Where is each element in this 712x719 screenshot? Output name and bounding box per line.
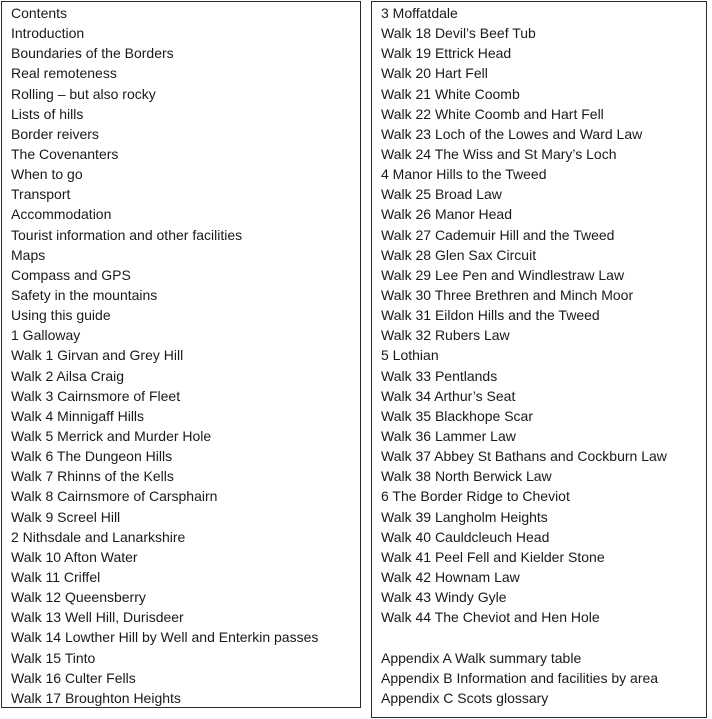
- contents-entry[interactable]: Walk 34 Arthur’s Seat: [381, 387, 516, 404]
- contents-entry[interactable]: Walk 13 Well Hill, Durisdeer: [11, 609, 184, 626]
- contents-entry[interactable]: Walk 18 Devil’s Beef Tub: [381, 25, 536, 42]
- contents-entry[interactable]: Walk 1 Girvan and Grey Hill: [11, 347, 184, 364]
- contents-entry[interactable]: Accommodation: [11, 206, 112, 223]
- contents-entry[interactable]: Walk 43 Windy Gyle: [381, 589, 507, 606]
- contents-entry[interactable]: 4 Manor Hills to the Tweed: [381, 166, 547, 183]
- contents-entry[interactable]: Compass and GPS: [11, 266, 131, 283]
- contents-entry[interactable]: Maps: [11, 246, 46, 263]
- contents-entry[interactable]: Walk 33 Pentlands: [381, 367, 498, 384]
- contents-entry[interactable]: Tourist information and other facilities: [11, 226, 243, 243]
- contents-entry[interactable]: Walk 2 Ailsa Craig: [11, 367, 125, 384]
- contents-entry[interactable]: Walk 9 Screel Hill: [11, 508, 121, 525]
- contents-entry[interactable]: Walk 21 White Coomb: [381, 85, 520, 102]
- contents-entry[interactable]: Walk 14 Lowther Hill by Well and Enterkin passes: [11, 629, 319, 646]
- contents-entry[interactable]: When to go: [11, 166, 83, 183]
- contents-entry[interactable]: Safety in the mountains: [11, 286, 158, 303]
- contents-entry[interactable]: Walk 30 Three Brethren and Minch Moor: [381, 286, 634, 303]
- contents-entry[interactable]: Walk 8 Cairnsmore of Carsphairn: [11, 488, 218, 505]
- contents-entry[interactable]: Walk 31 Eildon Hills and the Tweed: [381, 307, 600, 324]
- contents-entry[interactable]: Walk 40 Cauldcleuch Head: [381, 528, 550, 545]
- contents-entry[interactable]: Walk 19 Ettrick Head: [381, 45, 512, 62]
- contents-entry[interactable]: 2 Nithsdale and Lanarkshire: [11, 528, 186, 545]
- appendix-entry[interactable]: Appendix C Scots glossary: [381, 689, 549, 706]
- contents-entry[interactable]: Rolling – but also rocky: [11, 85, 156, 102]
- contents-entry[interactable]: Contents: [11, 5, 68, 21]
- contents-entry[interactable]: Walk 27 Cademuir Hill and the Tweed: [381, 226, 615, 243]
- contents-entry[interactable]: Real remoteness: [11, 65, 117, 82]
- contents-entry[interactable]: Walk 32 Rubers Law: [381, 327, 510, 344]
- contents-entry[interactable]: Walk 5 Merrick and Murder Hole: [11, 427, 212, 444]
- contents-entry[interactable]: 6 The Border Ridge to Cheviot: [381, 488, 570, 505]
- contents-entry[interactable]: Walk 37 Abbey St Bathans and Cockburn Law: [381, 448, 667, 465]
- contents-entry[interactable]: Walk 3 Cairnsmore of Fleet: [11, 387, 181, 404]
- contents-entry[interactable]: Walk 7 Rhinns of the Kells: [11, 468, 174, 485]
- contents-entry[interactable]: Walk 11 Criffel: [11, 568, 101, 585]
- contents-entry[interactable]: Walk 16 Culter Fells: [11, 669, 136, 686]
- contents-entry[interactable]: Lists of hills: [11, 105, 84, 122]
- contents-entry[interactable]: Walk 41 Peel Fell and Kielder Stone: [381, 548, 605, 565]
- contents-entry[interactable]: Walk 25 Broad Law: [381, 186, 502, 203]
- contents-entry[interactable]: Walk 38 North Berwick Law: [381, 468, 552, 485]
- contents-entry[interactable]: Walk 6 The Dungeon Hills: [11, 448, 173, 465]
- list-spacer: [381, 627, 667, 647]
- appendix-entry[interactable]: Appendix B Information and facilities by area: [381, 669, 659, 686]
- contents-entry[interactable]: Walk 23 Loch of the Lowes and Ward Law: [381, 125, 643, 142]
- contents-entry[interactable]: Walk 36 Lammer Law: [381, 427, 516, 444]
- contents-entry[interactable]: Walk 26 Manor Head: [381, 206, 512, 223]
- contents-entry[interactable]: Walk 42 Hownam Law: [381, 568, 520, 585]
- contents-entry[interactable]: Boundaries of the Borders: [11, 45, 174, 62]
- contents-entry[interactable]: Walk 39 Langholm Heights: [381, 508, 548, 525]
- contents-entry[interactable]: Walk 12 Queensberry: [11, 589, 146, 606]
- contents-panel-right: [371, 1, 707, 718]
- contents-entry[interactable]: Using this guide: [11, 307, 111, 324]
- contents-entry[interactable]: Walk 17 Broughton Heights: [11, 689, 181, 706]
- contents-entry[interactable]: Walk 35 Blackhope Scar: [381, 407, 533, 424]
- contents-entry[interactable]: 3 Moffatdale: [381, 5, 458, 21]
- contents-entry[interactable]: The Covenanters: [11, 145, 119, 162]
- contents-entry[interactable]: Walk 22 White Coomb and Hart Fell: [381, 105, 604, 122]
- contents-entry[interactable]: Walk 20 Hart Fell: [381, 65, 488, 82]
- contents-entry[interactable]: Transport: [11, 186, 71, 203]
- contents-entry[interactable]: Walk 4 Minnigaff Hills: [11, 407, 145, 424]
- contents-entry[interactable]: 1 Galloway: [11, 327, 81, 344]
- contents-list-left: [11, 3, 318, 708]
- contents-list-right: [381, 3, 667, 708]
- contents-entry[interactable]: Walk 28 Glen Sax Circuit: [381, 246, 537, 263]
- contents-entry[interactable]: 5 Lothian: [381, 347, 439, 364]
- contents-entry[interactable]: Walk 10 Afton Water: [11, 548, 138, 565]
- contents-entry[interactable]: Border reivers: [11, 125, 99, 142]
- contents-entry[interactable]: Walk 29 Lee Pen and Windlestraw Law: [381, 266, 625, 283]
- appendix-entry[interactable]: Appendix A Walk summary table: [381, 649, 582, 666]
- contents-entry[interactable]: Walk 44 The Cheviot and Hen Hole: [381, 609, 600, 626]
- contents-entry[interactable]: Introduction: [11, 25, 85, 42]
- contents-panel-left: [1, 1, 361, 708]
- contents-entry[interactable]: Walk 24 The Wiss and St Mary’s Loch: [381, 145, 617, 162]
- contents-entry[interactable]: Walk 15 Tinto: [11, 649, 96, 666]
